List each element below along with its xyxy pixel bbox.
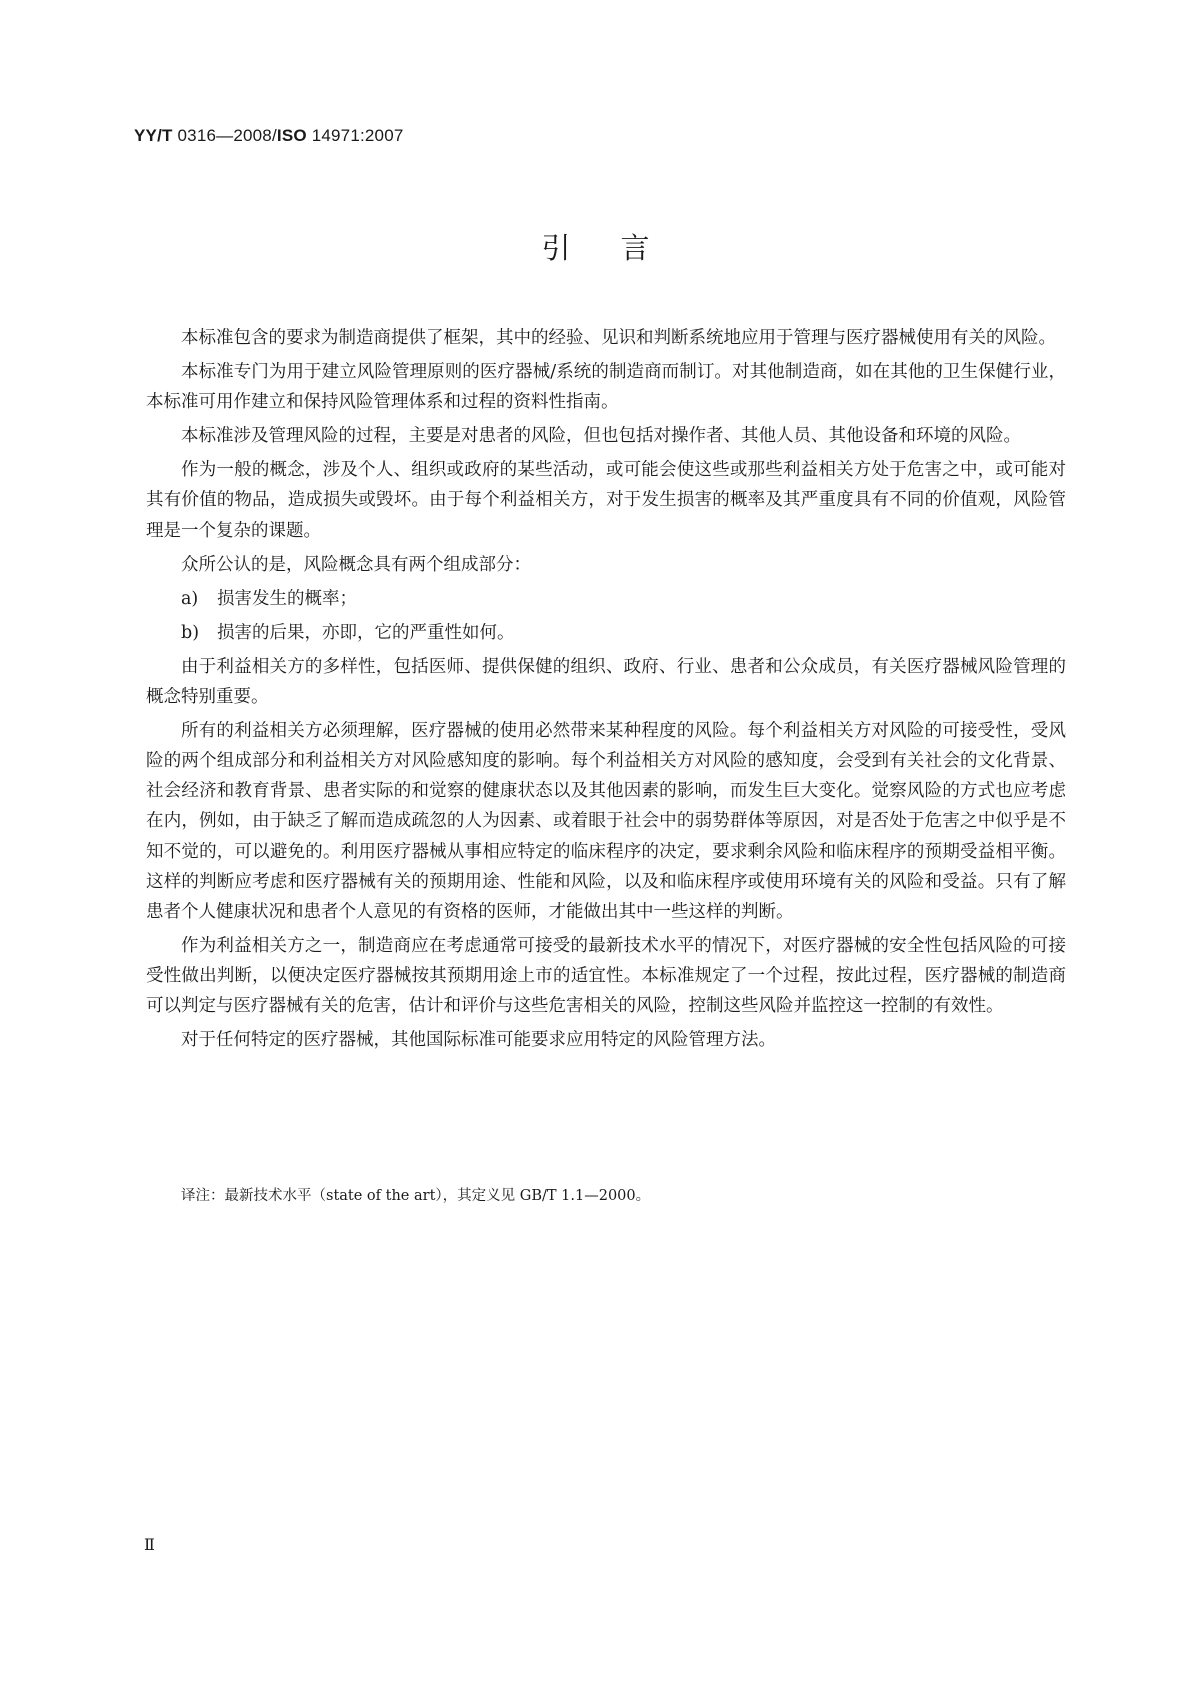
document-body [146, 323, 1066, 1059]
paragraph: 由于利益相关方的多样性，包括医师、提供保健的组织、政府、行业、患者和公众成员，有关医疗器械风险管理的概念特别重要。 [146, 656, 1066, 707]
list-item [146, 618, 1066, 648]
paragraph: 本标准专门为用于建立风险管理原则的医疗器械/系统的制造商而制订。对其他制造商，如在其他的卫生保健行业，本标准可用作建立和保持风险管理体系和过程的资料性指南。 [146, 362, 1066, 413]
list-item-text: 损害发生的概率； [217, 588, 357, 609]
paragraph: 所有的利益相关方必须理解，医疗器械的使用必然带来某种程度的风险。每个利益相关方对风险的可接受性，受风险的两个组成部分和利益相关方对风险感知度的影响。每个利益相关方对风险的感知度，会受到有关社会的文化背景、社会经济和教育背景、患者实际的和觉察的健康状态以及其他因素的影响，而发生巨大变化。觉察风险的方式也应考虑在内，例如，由于缺乏了解而造成疏忽的人为因素、或着眼于社会中的弱势群体等原因，对是否处于危害之中似乎是不知不觉的，可以避免的。利用医疗器械从事相应特定的临床程序的决定，要求剩余风险和临床程序的预期受益相平衡。这样的判断应考虑和医疗器械有关的预期用途、性能和风险，以及和临床程序或使用环境有关的风险和受益。只有了解患者个人健康状况和患者个人意见的有资格的医师，才能做出其中一些这样的判断。 [146, 720, 1066, 923]
page-title: 引言 [541, 231, 700, 265]
standard-code-header [134, 126, 404, 146]
standard-code-iso-number: 14971:2007 [306, 126, 404, 145]
list-item-text: 损害的后果，亦即，它的严重性如何。 [217, 622, 515, 643]
standard-code-number: 0316—2008/ [172, 126, 277, 145]
list-item-label: b) [181, 622, 200, 643]
translator-note: 译注：最新技术水平（state of the art），其定义见 GB/T 1.1—2000。 [181, 1188, 651, 1204]
standard-code-prefix: YY/T [134, 126, 173, 145]
paragraph: 作为一般的概念，涉及个人、组织或政府的某些活动，或可能会使这些或那些利益相关方处于危害之中，或可能对其有价值的物品，造成损失或毁坏。由于每个利益相关方，对于发生损害的概率及其严重度具有不同的价值观，风险管理是一个复杂的课题。 [146, 460, 1066, 541]
paragraph: 对于任何特定的医疗器械，其他国际标准可能要求应用特定的风险管理方法。 [181, 1030, 776, 1051]
page-number: Ⅱ [144, 1535, 155, 1554]
standard-code-iso: ISO [276, 126, 307, 145]
list-item [146, 584, 1066, 614]
paragraph: 本标准包含的要求为制造商提供了框架，其中的经验、见识和判断系统地应用于管理与医疗器械使用有关的风险。 [181, 328, 1056, 348]
list-item-label: a) [181, 588, 199, 609]
paragraph: 本标准涉及管理风险的过程，主要是对患者的风险，但也包括对操作者、其他人员、其他设备和环境的风险。 [181, 426, 1021, 447]
paragraph: 众所公认的是，风险概念具有两个组成部分： [181, 554, 531, 575]
paragraph: 作为利益相关方之一，制造商应在考虑通常可接受的最新技术水平的情况下，对医疗器械的安全性包括风险的可接受性做出判断，以便决定医疗器械按其预期用途上市的适宜性。本标准规定了一个过程，按此过程，医疗器械的制造商可以判定与医疗器械有关的危害，估计和评价与这些危害相关的风险，控制这些风险并监控这一控制的有效性。 [146, 936, 1066, 1017]
